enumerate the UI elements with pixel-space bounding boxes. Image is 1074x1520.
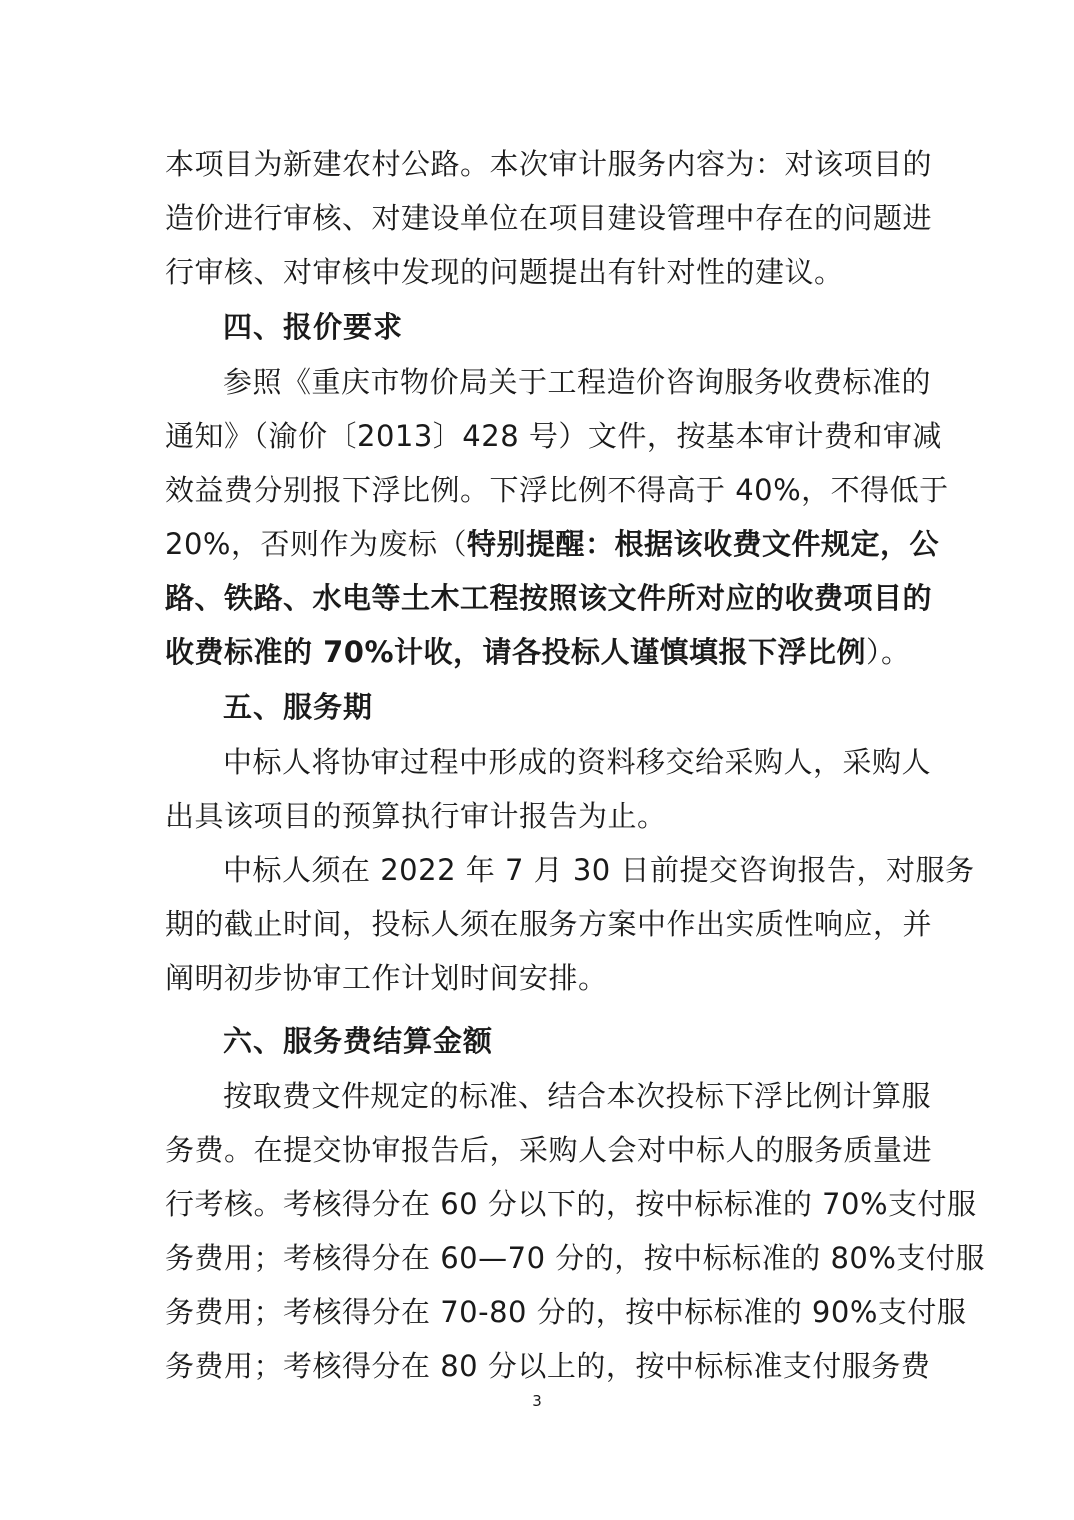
text-line: 中标人将协审过程中形成的资料移交给采购人，采购人	[223, 745, 932, 779]
text-line: 务费用；考核得分在 60—70 分的，按中标标准的 80%支付服	[165, 1241, 985, 1275]
section-heading-quote-requirements: 四、报价要求	[223, 310, 404, 344]
text-line: 本项目为新建农村公路。本次审计服务内容为：对该项目的	[165, 147, 933, 181]
section-heading-settlement-amount: 六、服务费结算金额	[223, 1024, 494, 1058]
text-line-bold	[165, 571, 933, 625]
page-number: 3	[532, 1392, 542, 1410]
section-heading-service-period: 五、服务期	[223, 690, 374, 724]
normal-text: ）。	[866, 635, 911, 669]
text-line-mixed	[165, 517, 939, 571]
spacer	[165, 1005, 910, 1013]
text-line: 效益费分别报下浮比例。下浮比例不得高于 40%，不得低于	[165, 473, 949, 507]
normal-text: 20%，否则作为废标（	[165, 527, 467, 561]
bold-reminder-text: 路、铁路、水电等土木工程按照该文件所对应的收费项目的	[165, 581, 933, 615]
document-body	[165, 137, 985, 1393]
text-line: 造价进行审核、对建设单位在项目建设管理中存在的问题进	[165, 201, 933, 235]
text-line: 中标人须在 2022 年 7 月 30 日前提交咨询报告，对服务	[223, 853, 975, 887]
text-line: 务费用；考核得分在 70-80 分的，按中标标准的 90%支付服	[165, 1295, 967, 1329]
text-line: 行考核。考核得分在 60 分以下的，按中标标准的 70%支付服	[165, 1187, 977, 1221]
text-line: 期的截止时间，投标人须在服务方案中作出实质性响应，并	[165, 907, 933, 941]
bold-reminder-text: 收费标准的 70%计收，请各投标人谨慎填报下浮比例	[165, 635, 867, 669]
text-line: 通知》（渝价〔2013〕428 号）文件，按基本审计费和审减	[165, 419, 942, 453]
text-line-mixed	[165, 625, 910, 679]
text-line: 行审核、对审核中发现的问题提出有针对性的建议。	[165, 255, 844, 289]
text-line: 务费。在提交协审报告后，采购人会对中标人的服务质量进	[165, 1133, 933, 1167]
text-line: 务费用；考核得分在 80 分以上的，按中标标准支付服务费	[165, 1349, 931, 1383]
text-line: 阐明初步协审工作计划时间安排。	[165, 961, 608, 995]
text-line: 出具该项目的预算执行审计报告为止。	[165, 799, 667, 833]
text-line: 参照《重庆市物价局关于工程造价咨询服务收费标准的	[223, 365, 932, 399]
text-line: 按取费文件规定的标准、结合本次投标下浮比例计算服	[223, 1079, 932, 1113]
bold-reminder-text: 特别提醒：根据该收费文件规定，公	[466, 527, 939, 561]
